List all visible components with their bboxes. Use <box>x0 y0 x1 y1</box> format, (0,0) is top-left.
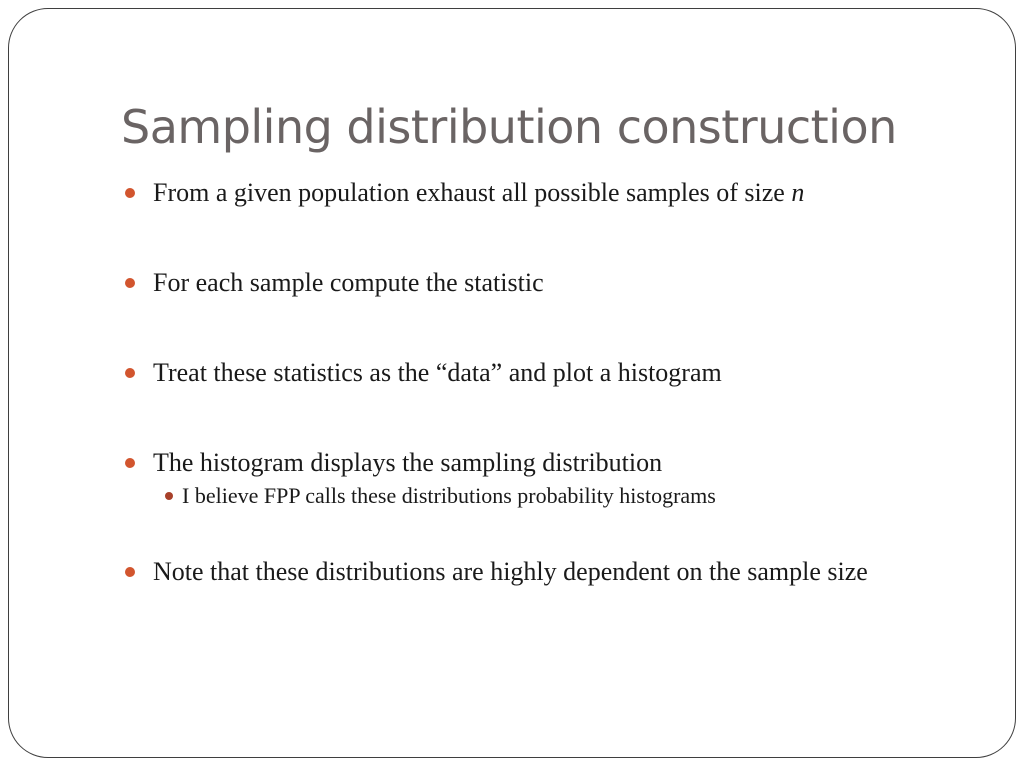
bullet-text: From a given population exhaust all possible samples of size <box>153 178 792 207</box>
bullet-dot-icon <box>125 458 135 468</box>
sub-bullet-container <box>121 481 961 511</box>
bullet-dot-icon <box>125 278 135 288</box>
bullet-item <box>121 554 961 590</box>
slide-title: Sampling distribution construction <box>121 100 897 154</box>
bullet-text: Note that these distributions are highly dependent on the sample size <box>153 557 868 586</box>
sub-bullet-dot-icon <box>165 492 173 500</box>
bullet-text: The histogram displays the sampling distribution <box>153 448 663 477</box>
bullet-item <box>121 445 961 481</box>
bullet-item <box>121 355 961 391</box>
bullet-variable: n <box>791 178 805 207</box>
bullet-dot-icon <box>125 188 135 198</box>
bullet-text: Treat these statistics as the “data” and plot a histogram <box>153 358 722 387</box>
sub-bullet-list <box>121 481 961 511</box>
sub-bullet-item <box>121 481 961 511</box>
slide <box>8 8 1016 758</box>
bullet-list <box>121 175 961 644</box>
bullet-text: For each sample compute the statistic <box>153 268 544 297</box>
bullet-dot-icon <box>125 567 135 577</box>
bullet-item <box>121 265 961 301</box>
bullet-dot-icon <box>125 368 135 378</box>
bullet-item <box>121 175 961 211</box>
sub-bullet-text: I believe FPP calls these distributions probability histograms <box>182 483 716 508</box>
